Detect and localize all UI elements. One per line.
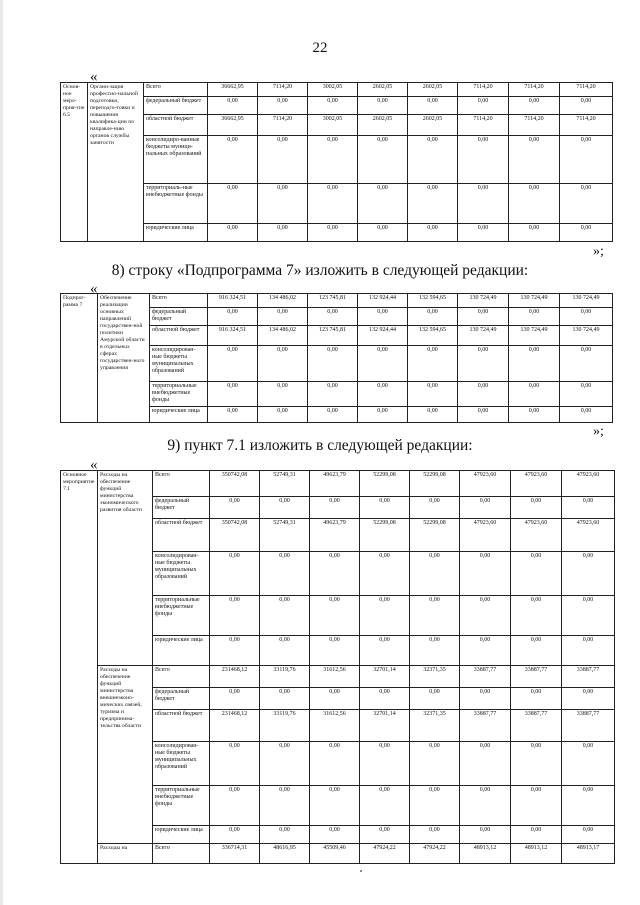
amount-cell: 32371,35 — [410, 710, 460, 742]
heading-item-8: 8) строку «Подпрограмма 7» изложить в следующей редакции: — [111, 262, 529, 279]
amount-cell: 0,00 — [260, 636, 310, 666]
amount-cell: 0,00 — [260, 497, 310, 519]
amount-cell: 0,00 — [258, 224, 308, 242]
quote-open-2: « — [90, 281, 98, 297]
amount-cell: 0,00 — [562, 826, 615, 844]
funding-source-cell: территориальные внебюджетные фонды — [153, 596, 210, 636]
amount-cell: 47924,22 — [410, 844, 460, 864]
amount-cell: 0,00 — [310, 636, 360, 666]
funding-source-cell: территориальные внебюджетные фонды — [150, 382, 208, 407]
amount-cell: 0,00 — [358, 346, 408, 382]
amount-cell: 0,00 — [460, 742, 511, 786]
quote-close-1: »; — [593, 244, 604, 259]
amount-cell: 336714,31 — [210, 844, 260, 864]
amount-cell: 0,00 — [410, 688, 460, 710]
table-row — [61, 97, 613, 115]
amount-cell: 0,00 — [410, 636, 460, 666]
amount-cell: 33887,77 — [460, 710, 511, 742]
amount-cell: 0,00 — [560, 407, 613, 423]
amount-cell: 48913,12 — [511, 844, 562, 864]
table-main-event-7-1 — [60, 470, 615, 864]
funding-source-cell: Всего — [153, 471, 210, 497]
amount-cell: 32701,14 — [360, 666, 410, 688]
amount-cell: 7114,20 — [560, 83, 613, 97]
page-number: 22 — [312, 40, 328, 56]
amount-cell: 0,00 — [408, 382, 458, 407]
amount-cell: 52749,31 — [260, 519, 310, 552]
table-main-event-6-5 — [60, 82, 613, 242]
program-name-cell: Органи-зация профессио-нальной подготовки, переподго-товки и повышения квалифика-ции по направле-нию органов службы занятости — [88, 83, 144, 242]
amount-cell: 0,00 — [511, 596, 562, 636]
table-row — [61, 666, 615, 688]
amount-cell: 0,00 — [308, 224, 358, 242]
amount-cell: 0,00 — [360, 786, 410, 826]
amount-cell: 33887,77 — [460, 666, 511, 688]
amount-cell: 47923,60 — [460, 519, 511, 552]
amount-cell: 0,00 — [410, 742, 460, 786]
amount-cell: 0,00 — [260, 688, 310, 710]
amount-cell: 0,00 — [560, 184, 613, 224]
amount-cell: 0,00 — [210, 596, 260, 636]
amount-cell: 0,00 — [308, 382, 358, 407]
amount-cell: 0,00 — [210, 786, 260, 826]
amount-cell: 2602,05 — [358, 115, 408, 136]
table-row — [61, 115, 613, 136]
amount-cell: 0,00 — [460, 826, 511, 844]
amount-cell: 350742,08 — [210, 519, 260, 552]
amount-cell: 0,00 — [358, 308, 408, 326]
table-row — [61, 83, 613, 97]
amount-cell: 132 594,65 — [408, 326, 458, 346]
amount-cell: 0,00 — [562, 786, 615, 826]
amount-cell: 2602,05 — [358, 83, 408, 97]
program-name-cell: Расходы на — [98, 844, 153, 864]
amount-cell: 0,00 — [210, 688, 260, 710]
amount-cell: 0,00 — [358, 382, 408, 407]
amount-cell: 48616,95 — [260, 844, 310, 864]
funding-source-cell: юридические лица — [153, 826, 210, 844]
quote-open-3: « — [90, 457, 98, 473]
amount-cell: 33887,77 — [511, 710, 562, 742]
funding-source-cell: областной бюджет — [150, 326, 208, 346]
table-row — [61, 184, 613, 224]
program-code-cell: Подпрог-рамма 7 — [61, 294, 98, 423]
amount-cell: 0,00 — [458, 136, 509, 184]
amount-cell: 0,00 — [308, 407, 358, 423]
amount-cell: 52299,08 — [410, 519, 460, 552]
amount-cell: 0,00 — [511, 826, 562, 844]
amount-cell: 0,00 — [509, 407, 560, 423]
amount-cell: 0,00 — [560, 308, 613, 326]
amount-cell: 0,00 — [310, 786, 360, 826]
table-row — [61, 224, 613, 242]
amount-cell: 0,00 — [360, 552, 410, 596]
amount-cell: 33887,77 — [511, 666, 562, 688]
amount-cell: 0,00 — [410, 552, 460, 596]
amount-cell: 45509,46 — [310, 844, 360, 864]
amount-cell: 7114,20 — [509, 83, 560, 97]
funding-source-cell: федеральный бюджет — [150, 308, 208, 326]
amount-cell: 0,00 — [208, 184, 258, 224]
amount-cell: 130 724,49 — [509, 326, 560, 346]
amount-cell: 0,00 — [210, 552, 260, 596]
amount-cell: 0,00 — [260, 552, 310, 596]
funding-source-cell: юридические лица — [150, 407, 208, 423]
funding-source-cell: федеральный бюджет — [144, 97, 208, 115]
amount-cell: 132 924,44 — [358, 294, 408, 308]
funding-source-cell: Всего — [153, 844, 210, 864]
amount-cell: 0,00 — [460, 688, 511, 710]
amount-cell: 52749,31 — [260, 471, 310, 497]
amount-cell: 31612,56 — [310, 710, 360, 742]
amount-cell: 0,00 — [408, 97, 458, 115]
amount-cell: 36662,95 — [208, 115, 258, 136]
table-row — [61, 294, 613, 308]
amount-cell: 0,00 — [509, 97, 560, 115]
amount-cell: 7114,20 — [458, 83, 509, 97]
amount-cell: 7114,20 — [560, 115, 613, 136]
amount-cell: 0,00 — [560, 136, 613, 184]
amount-cell: 0,00 — [260, 596, 310, 636]
amount-cell: 0,00 — [560, 346, 613, 382]
funding-source-cell: областной бюджет — [144, 115, 208, 136]
funding-source-cell: территориальные внебюджетные фонды — [153, 786, 210, 826]
amount-cell: 0,00 — [562, 636, 615, 666]
amount-cell: 134 486,02 — [258, 294, 308, 308]
amount-cell: 0,00 — [458, 97, 509, 115]
amount-cell: 0,00 — [310, 826, 360, 844]
amount-cell: 0,00 — [458, 407, 509, 423]
amount-cell: 33119,76 — [260, 666, 310, 688]
amount-cell: 130 724,49 — [560, 294, 613, 308]
program-code-cell: Основное мероприятие 7.1 — [61, 471, 98, 864]
amount-cell: 134 486,02 — [258, 326, 308, 346]
amount-cell: 0,00 — [260, 826, 310, 844]
funding-source-cell: юридические лица — [153, 636, 210, 666]
amount-cell: 123 745,81 — [308, 326, 358, 346]
funding-source-cell: юридические лица — [144, 224, 208, 242]
amount-cell: 0,00 — [258, 346, 308, 382]
amount-cell: 0,00 — [408, 184, 458, 224]
amount-cell: 7114,20 — [258, 115, 308, 136]
amount-cell: 47924,22 — [360, 844, 410, 864]
table-subprogram-7 — [60, 293, 613, 423]
program-code-cell: Основ-ное меро-прия-тие 6.5 — [61, 83, 88, 242]
amount-cell: 48913,12 — [460, 844, 511, 864]
amount-cell: 0,00 — [308, 184, 358, 224]
amount-cell: 52299,08 — [360, 519, 410, 552]
amount-cell: 2602,05 — [408, 115, 458, 136]
amount-cell: 7114,20 — [458, 115, 509, 136]
amount-cell: 0,00 — [358, 184, 408, 224]
funding-source-cell: областной бюджет — [153, 710, 210, 742]
amount-cell: 0,00 — [358, 97, 408, 115]
amount-cell: 0,00 — [562, 742, 615, 786]
amount-cell: 0,00 — [208, 346, 258, 382]
table-row — [61, 136, 613, 184]
amount-cell: 0,00 — [210, 497, 260, 519]
amount-cell: 0,00 — [260, 786, 310, 826]
amount-cell: 0,00 — [208, 97, 258, 115]
amount-cell: 0,00 — [410, 497, 460, 519]
scan-speck — [360, 870, 362, 872]
amount-cell: 0,00 — [460, 786, 511, 826]
amount-cell: 36662,95 — [208, 83, 258, 97]
amount-cell: 49623,79 — [310, 471, 360, 497]
amount-cell: 0,00 — [511, 742, 562, 786]
amount-cell: 3002,05 — [308, 115, 358, 136]
amount-cell: 0,00 — [511, 688, 562, 710]
amount-cell: 47923,60 — [460, 471, 511, 497]
funding-source-cell: Всего — [150, 294, 208, 308]
amount-cell: 0,00 — [509, 382, 560, 407]
amount-cell: 130 724,49 — [509, 294, 560, 308]
amount-cell: 0,00 — [358, 136, 408, 184]
amount-cell: 231468,12 — [210, 666, 260, 688]
amount-cell: 52299,08 — [410, 471, 460, 497]
amount-cell: 52299,08 — [360, 471, 410, 497]
amount-cell: 0,00 — [358, 407, 408, 423]
amount-cell: 0,00 — [562, 688, 615, 710]
amount-cell: 33119,76 — [260, 710, 310, 742]
program-name-cell: Обеспечение реализации основных направлений государствен-ной политики Амурской области в отдельных сферах государствен-ного управления — [98, 294, 150, 423]
amount-cell: 0,00 — [310, 596, 360, 636]
amount-cell: 231468,12 — [210, 710, 260, 742]
amount-cell: 130 724,49 — [458, 326, 509, 346]
amount-cell: 0,00 — [562, 497, 615, 519]
amount-cell: 0,00 — [258, 308, 308, 326]
amount-cell: 32371,35 — [410, 666, 460, 688]
amount-cell: 0,00 — [408, 224, 458, 242]
amount-cell: 33887,77 — [562, 666, 615, 688]
amount-cell: 0,00 — [360, 826, 410, 844]
amount-cell: 47923,60 — [562, 471, 615, 497]
amount-cell: 0,00 — [208, 382, 258, 407]
amount-cell: 350742,08 — [210, 471, 260, 497]
amount-cell: 0,00 — [511, 497, 562, 519]
amount-cell: 0,00 — [258, 382, 308, 407]
amount-cell: 0,00 — [511, 636, 562, 666]
amount-cell: 32701,14 — [360, 710, 410, 742]
amount-cell: 0,00 — [258, 97, 308, 115]
funding-source-cell: консолидирован-ные бюджеты муниципальных образований — [153, 742, 210, 786]
amount-cell: 0,00 — [260, 742, 310, 786]
amount-cell: 3002,05 — [308, 83, 358, 97]
amount-cell: 31612,56 — [310, 666, 360, 688]
heading-item-9: 9) пункт 7.1 изложить в следующей редакции: — [167, 437, 473, 454]
amount-cell: 132 594,65 — [408, 294, 458, 308]
amount-cell: 0,00 — [509, 184, 560, 224]
amount-cell: 0,00 — [408, 346, 458, 382]
amount-cell: 7114,20 — [509, 115, 560, 136]
amount-cell: 49623,79 — [310, 519, 360, 552]
amount-cell: 0,00 — [258, 184, 308, 224]
table-row — [61, 471, 615, 497]
amount-cell: 0,00 — [360, 497, 410, 519]
amount-cell: 0,00 — [460, 636, 511, 666]
amount-cell: 0,00 — [562, 596, 615, 636]
amount-cell: 0,00 — [210, 826, 260, 844]
amount-cell: 916 324,51 — [208, 326, 258, 346]
amount-cell: 2602,05 — [408, 83, 458, 97]
amount-cell: 0,00 — [458, 224, 509, 242]
amount-cell: 0,00 — [308, 97, 358, 115]
amount-cell: 0,00 — [408, 407, 458, 423]
amount-cell: 0,00 — [310, 688, 360, 710]
amount-cell: 0,00 — [310, 497, 360, 519]
amount-cell: 0,00 — [509, 308, 560, 326]
amount-cell: 0,00 — [560, 382, 613, 407]
amount-cell: 0,00 — [458, 184, 509, 224]
program-name-cell: Расходы на обеспечение функций министерства экономического развития области — [98, 471, 153, 666]
funding-source-cell: консолидирован-ные бюджеты муниципальных образований — [153, 552, 210, 596]
amount-cell: 132 924,44 — [358, 326, 408, 346]
amount-cell: 123 745,81 — [308, 294, 358, 308]
amount-cell: 33887,77 — [562, 710, 615, 742]
funding-source-cell: консолидирован-ные бюджеты муниципальных образований — [150, 346, 208, 382]
amount-cell: 0,00 — [308, 308, 358, 326]
amount-cell: 0,00 — [308, 136, 358, 184]
amount-cell: 0,00 — [208, 308, 258, 326]
amount-cell: 0,00 — [358, 224, 408, 242]
funding-source-cell: консолидиро-ванные бюджеты муници-пальных образований — [144, 136, 208, 184]
amount-cell: 0,00 — [310, 552, 360, 596]
amount-cell: 0,00 — [460, 552, 511, 596]
funding-source-cell: областной бюджет — [153, 519, 210, 552]
amount-cell: 130 724,49 — [560, 326, 613, 346]
amount-cell: 0,00 — [460, 596, 511, 636]
amount-cell: 47923,60 — [511, 471, 562, 497]
amount-cell: 0,00 — [360, 596, 410, 636]
amount-cell: 0,00 — [208, 136, 258, 184]
funding-source-cell: федеральный бюджет — [153, 688, 210, 710]
amount-cell: 0,00 — [360, 636, 410, 666]
amount-cell: 0,00 — [562, 552, 615, 596]
amount-cell: 0,00 — [509, 136, 560, 184]
amount-cell: 0,00 — [458, 346, 509, 382]
amount-cell: 0,00 — [509, 346, 560, 382]
amount-cell: 0,00 — [408, 136, 458, 184]
amount-cell: 0,00 — [560, 97, 613, 115]
amount-cell: 0,00 — [360, 742, 410, 786]
quote-open-1: « — [90, 69, 98, 85]
amount-cell: 0,00 — [458, 308, 509, 326]
amount-cell: 0,00 — [410, 826, 460, 844]
amount-cell: 0,00 — [258, 136, 308, 184]
amount-cell: 0,00 — [509, 224, 560, 242]
amount-cell: 48913,17 — [562, 844, 615, 864]
funding-source-cell: территориаль-ные внебюджетные фонды — [144, 184, 208, 224]
amount-cell: 0,00 — [310, 742, 360, 786]
amount-cell: 916 324,51 — [208, 294, 258, 308]
amount-cell: 0,00 — [560, 224, 613, 242]
amount-cell: 0,00 — [258, 407, 308, 423]
table-row — [61, 844, 615, 864]
amount-cell: 47923,60 — [511, 519, 562, 552]
amount-cell: 0,00 — [511, 786, 562, 826]
amount-cell: 0,00 — [408, 308, 458, 326]
amount-cell: 7114,20 — [258, 83, 308, 97]
amount-cell: 0,00 — [410, 596, 460, 636]
amount-cell: 0,00 — [308, 346, 358, 382]
amount-cell: 0,00 — [208, 407, 258, 423]
amount-cell: 0,00 — [208, 224, 258, 242]
program-name-cell: Расходы на обеспечение функций министерства внешнеэконо-мических связей, туризма и предпринима-тельства области — [98, 666, 153, 844]
amount-cell: 0,00 — [210, 742, 260, 786]
amount-cell: 0,00 — [210, 636, 260, 666]
funding-source-cell: федеральный бюджет — [153, 497, 210, 519]
amount-cell: 0,00 — [360, 688, 410, 710]
amount-cell: 0,00 — [511, 552, 562, 596]
funding-source-cell: Всего — [144, 83, 208, 97]
amount-cell: 0,00 — [460, 497, 511, 519]
funding-source-cell: Всего — [153, 666, 210, 688]
amount-cell: 47923,60 — [562, 519, 615, 552]
amount-cell: 0,00 — [410, 786, 460, 826]
quote-close-2: »; — [593, 424, 604, 439]
amount-cell: 130 724,49 — [458, 294, 509, 308]
amount-cell: 0,00 — [458, 382, 509, 407]
